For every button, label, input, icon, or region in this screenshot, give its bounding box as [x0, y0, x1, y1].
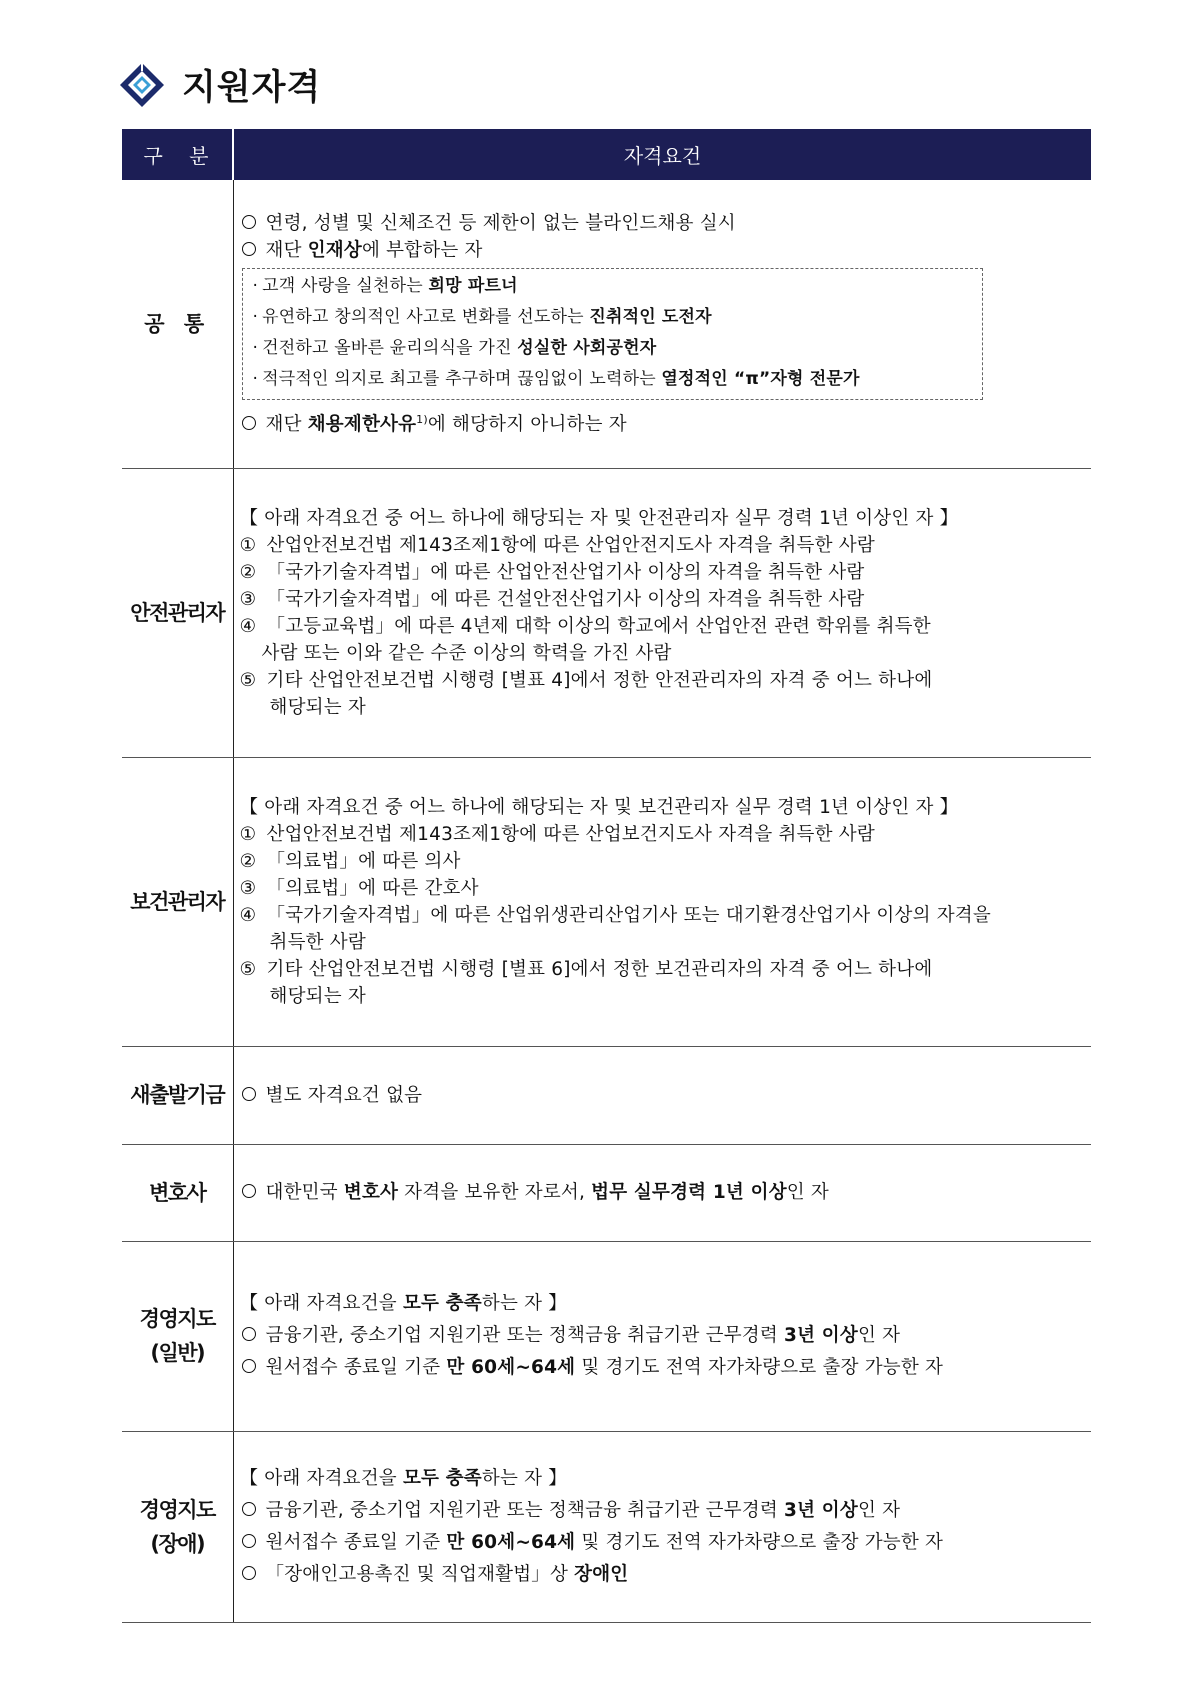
- table-header-row: [122, 129, 1091, 180]
- row-safety-manager: [122, 468, 1091, 757]
- list-item: 별도 자격요건 없음: [240, 1082, 1092, 1109]
- ideal-item: · 적극적인 의지로 최고를 추구하며 끊임없이 노력하는 열정적인 “π”자형 전문가: [252, 368, 860, 389]
- list-item: 금융기관, 중소기업 지원기관 또는 정책금융 취급기관 근무경력 3년 이상인 자: [240, 1320, 1092, 1352]
- requirements-fresh-start-fund: [233, 1046, 1091, 1144]
- requirements-intro: 【 아래 자격요건 중 어느 하나에 해당되는 자 및 안전관리자 실무 경력 1년 이상인 자 】: [239, 507, 959, 529]
- category-management-disabled: 경영지도 (장애): [122, 1431, 233, 1622]
- list-item-continued: 사람 또는 이와 같은 수준 이상의 학력을 가진 사람: [261, 642, 672, 664]
- list-item: ④ 「국가기술자격법」에 따른 산업위생관리산업기사 또는 대기환경산업기사 이상의 자격을: [239, 904, 991, 926]
- list-item: 대한민국 변호사 자격을 보유한 자로서, 법무 실무경력 1년 이상인 자: [240, 1179, 1092, 1206]
- row-management-general: [122, 1241, 1091, 1431]
- requirements-common: [233, 180, 1091, 468]
- circle-bullet-icon: [242, 1184, 256, 1198]
- page-title: 지원자격: [182, 68, 322, 108]
- row-lawyer: [122, 1144, 1091, 1241]
- category-common: 공 통: [122, 180, 233, 468]
- title-area: [118, 58, 321, 112]
- row-health-manager: [122, 757, 1091, 1046]
- list-item: 「장애인고용촉진 및 직업재활법」상 장애인: [240, 1559, 1092, 1591]
- header-requirements: 자격요건: [233, 129, 1091, 180]
- list-item: 원서접수 종료일 기준 만 60세~64세 및 경기도 전역 자가차량으로 출장 가능한 자: [240, 1352, 1092, 1384]
- list-item: ① 산업안전보건법 제143조제1항에 따른 산업안전지도사 자격을 취득한 사람: [239, 534, 875, 556]
- requirements-intro: 【 아래 자격요건을 모두 충족하는 자 】: [239, 1293, 567, 1314]
- circle-bullet-icon: [242, 1327, 256, 1341]
- ideal-item: · 고객 사랑을 실천하는 희망 파트너: [252, 275, 518, 296]
- circle-bullet-icon: [242, 215, 256, 229]
- list-item: 재단 인재상에 부합하는 자: [240, 237, 1092, 264]
- list-item: ④ 「고등교육법」에 따른 4년제 대학 이상의 학교에서 산업안전 관련 학위를 취득한: [239, 615, 931, 637]
- list-item: ③ 「의료법」에 따른 간호사: [239, 877, 479, 899]
- requirements-table: [122, 129, 1091, 1623]
- circle-bullet-icon: [242, 416, 256, 430]
- category-lawyer: 변호사: [122, 1144, 233, 1241]
- circle-bullet-icon: [242, 1359, 256, 1373]
- list-item-continued: 취득한 사람: [269, 931, 366, 953]
- list-item: ⑤ 기타 산업안전보건법 시행령 [별표 4]에서 정한 안전관리자의 자격 중 어느 하나에: [239, 669, 933, 691]
- circle-bullet-icon: [242, 1087, 256, 1101]
- circle-bullet-icon: [242, 1534, 256, 1548]
- row-fresh-start-fund: [122, 1046, 1091, 1144]
- category-fresh-start-fund: 새출발기금: [122, 1046, 233, 1144]
- ideal-item: · 건전하고 올바른 윤리의식을 가진 성실한 사회공헌자: [252, 337, 657, 358]
- list-item: ⑤ 기타 산업안전보건법 시행령 [별표 6]에서 정한 보건관리자의 자격 중 어느 하나에: [239, 958, 933, 980]
- circle-bullet-icon: [242, 1566, 256, 1580]
- list-item: ② 「국가기술자격법」에 따른 산업안전산업기사 이상의 자격을 취득한 사람: [239, 561, 865, 583]
- circle-bullet-icon: [242, 242, 256, 256]
- list-item: ② 「의료법」에 따른 의사: [239, 850, 461, 872]
- row-common: [122, 180, 1091, 468]
- requirements-safety-manager: [233, 468, 1091, 757]
- requirements-intro: 【 아래 자격요건 중 어느 하나에 해당되는 자 및 보건관리자 실무 경력 1년 이상인 자 】: [239, 796, 959, 818]
- header-category: 구 분: [122, 129, 233, 180]
- list-item: 재단 채용제한사유$^{1)}$에 해당하지 아니하는 자: [240, 406, 1092, 438]
- ideal-item: · 유연하고 창의적인 사고로 변화를 선도하는 진취적인 도전자: [252, 306, 712, 327]
- talent-ideals-box: [242, 268, 984, 400]
- row-management-disabled: [122, 1431, 1091, 1622]
- requirements-health-manager: [233, 757, 1091, 1046]
- requirements-lawyer: [233, 1144, 1091, 1241]
- category-health-manager: 보건관리자: [122, 757, 233, 1046]
- circle-bullet-icon: [242, 1502, 256, 1516]
- list-item: 금융기관, 중소기업 지원기관 또는 정책금융 취급기관 근무경력 3년 이상인 자: [240, 1495, 1092, 1527]
- list-item-continued: 해당되는 자: [269, 696, 366, 718]
- diamond-logo-icon: [118, 61, 166, 109]
- requirements-management-disabled: [233, 1431, 1091, 1622]
- category-management-general: 경영지도 (일반): [122, 1241, 233, 1431]
- list-item: ③ 「국가기술자격법」에 따른 건설안전산업기사 이상의 자격을 취득한 사람: [239, 588, 865, 610]
- list-item-continued: 해당되는 자: [269, 985, 366, 1007]
- list-item: 연령, 성별 및 신체조건 등 제한이 없는 블라인드채용 실시: [240, 210, 1092, 237]
- requirements-management-general: [233, 1241, 1091, 1431]
- category-safety-manager: 안전관리자: [122, 468, 233, 757]
- list-item: 원서접수 종료일 기준 만 60세~64세 및 경기도 전역 자가차량으로 출장 가능한 자: [240, 1527, 1092, 1559]
- requirements-intro: 【 아래 자격요건을 모두 충족하는 자 】: [239, 1467, 567, 1489]
- list-item: ① 산업안전보건법 제143조제1항에 따른 산업보건지도사 자격을 취득한 사람: [239, 823, 875, 845]
